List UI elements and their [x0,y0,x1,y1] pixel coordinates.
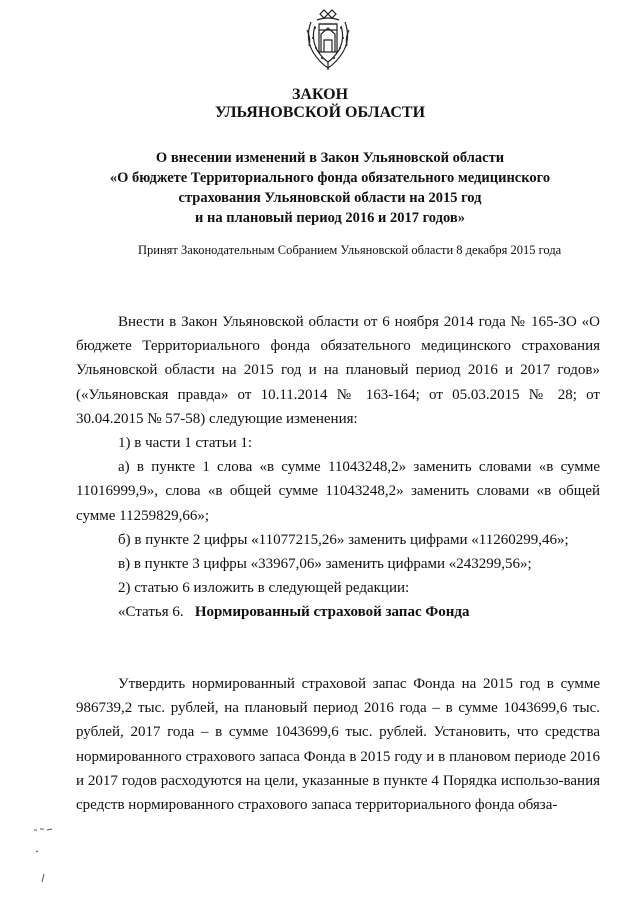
adoption-note: Принят Законодательным Собранием Ульяновской области 8 декабря 2015 года [138,243,562,257]
article-title: Нормированный страховой запас Фонда [194,604,470,621]
region-title: УЛЬЯНОВСКОЙ ОБЛАСТИ [214,104,426,121]
article-heading [76,600,600,624]
coat-of-arms-emblem [303,8,353,72]
subtitle-line: «О бюджете Территориального фонда обязательного медицинского [109,170,551,186]
amendment-item-1b: б) в пункте 2 цифры «11077215,26» заменить цифрами «11260299,46»; [118,531,569,548]
main-text [76,310,600,625]
subtitle-line: страхования Ульяновской области на 2015 год [178,190,482,206]
margin-marks [30,822,70,892]
amendment-item-1c: в) в пункте 3 цифры «33967,06» заменить цифрами «243299,56»; [118,556,532,573]
amendment-item-1a: а) в пункте 1 слова «в сумме 11043248,2» заменить словами «в сумме 11016999,9», слова «в общей сумме 11043248,2» заменить словами «в общей сумме 11259829,66»; [76,459,600,524]
amendment-item-2: 2) статью 6 изложить в следующей редакции: [118,580,410,597]
article-text [76,672,600,817]
subtitle-line: и на плановый период 2016 и 2017 годов» [195,210,465,226]
subtitle-line: О внесении изменений в Закон Ульяновской области [155,150,505,166]
amendment-item-1: 1) в части 1 статьи 1: [118,435,253,452]
law-subtitle [60,148,600,228]
article-paragraph: Утвердить нормированный страховой запас Фонда на 2015 год в сумме 986739,2 тыс. рублей, на плановый период 2016 года – в сумме 1043699,6 тыс. рублей, 2017 года – в сумме 1043699,6 тыс. рублей. Установить, что средства нормированного страхового запаса Фонда в 2015 году и в плановом периоде 2016 и 2017 годов расходуются на цели, указанные в пункте 4 Порядка использо-вания средств нормированного страхового запаса территориального фонда обяза- [76,676,600,814]
article-number: «Статья 6. [118,604,184,621]
intro-paragraph: Внести в Закон Ульяновской области от 6 ноября 2014 года № 165-ЗО «О бюджете Территориального фонда обязательного медицинского страхования Ульяновской области на 2015 год и на плановый период 2016 и 2017 годов» («Ульяновская правда» от 10.11.2014 № 163-164; от 05.03.2015 № 28; от 30.04.2015 № 57-58) следующие изменения: [76,314,600,427]
law-title: ЗАКОН [291,86,349,103]
